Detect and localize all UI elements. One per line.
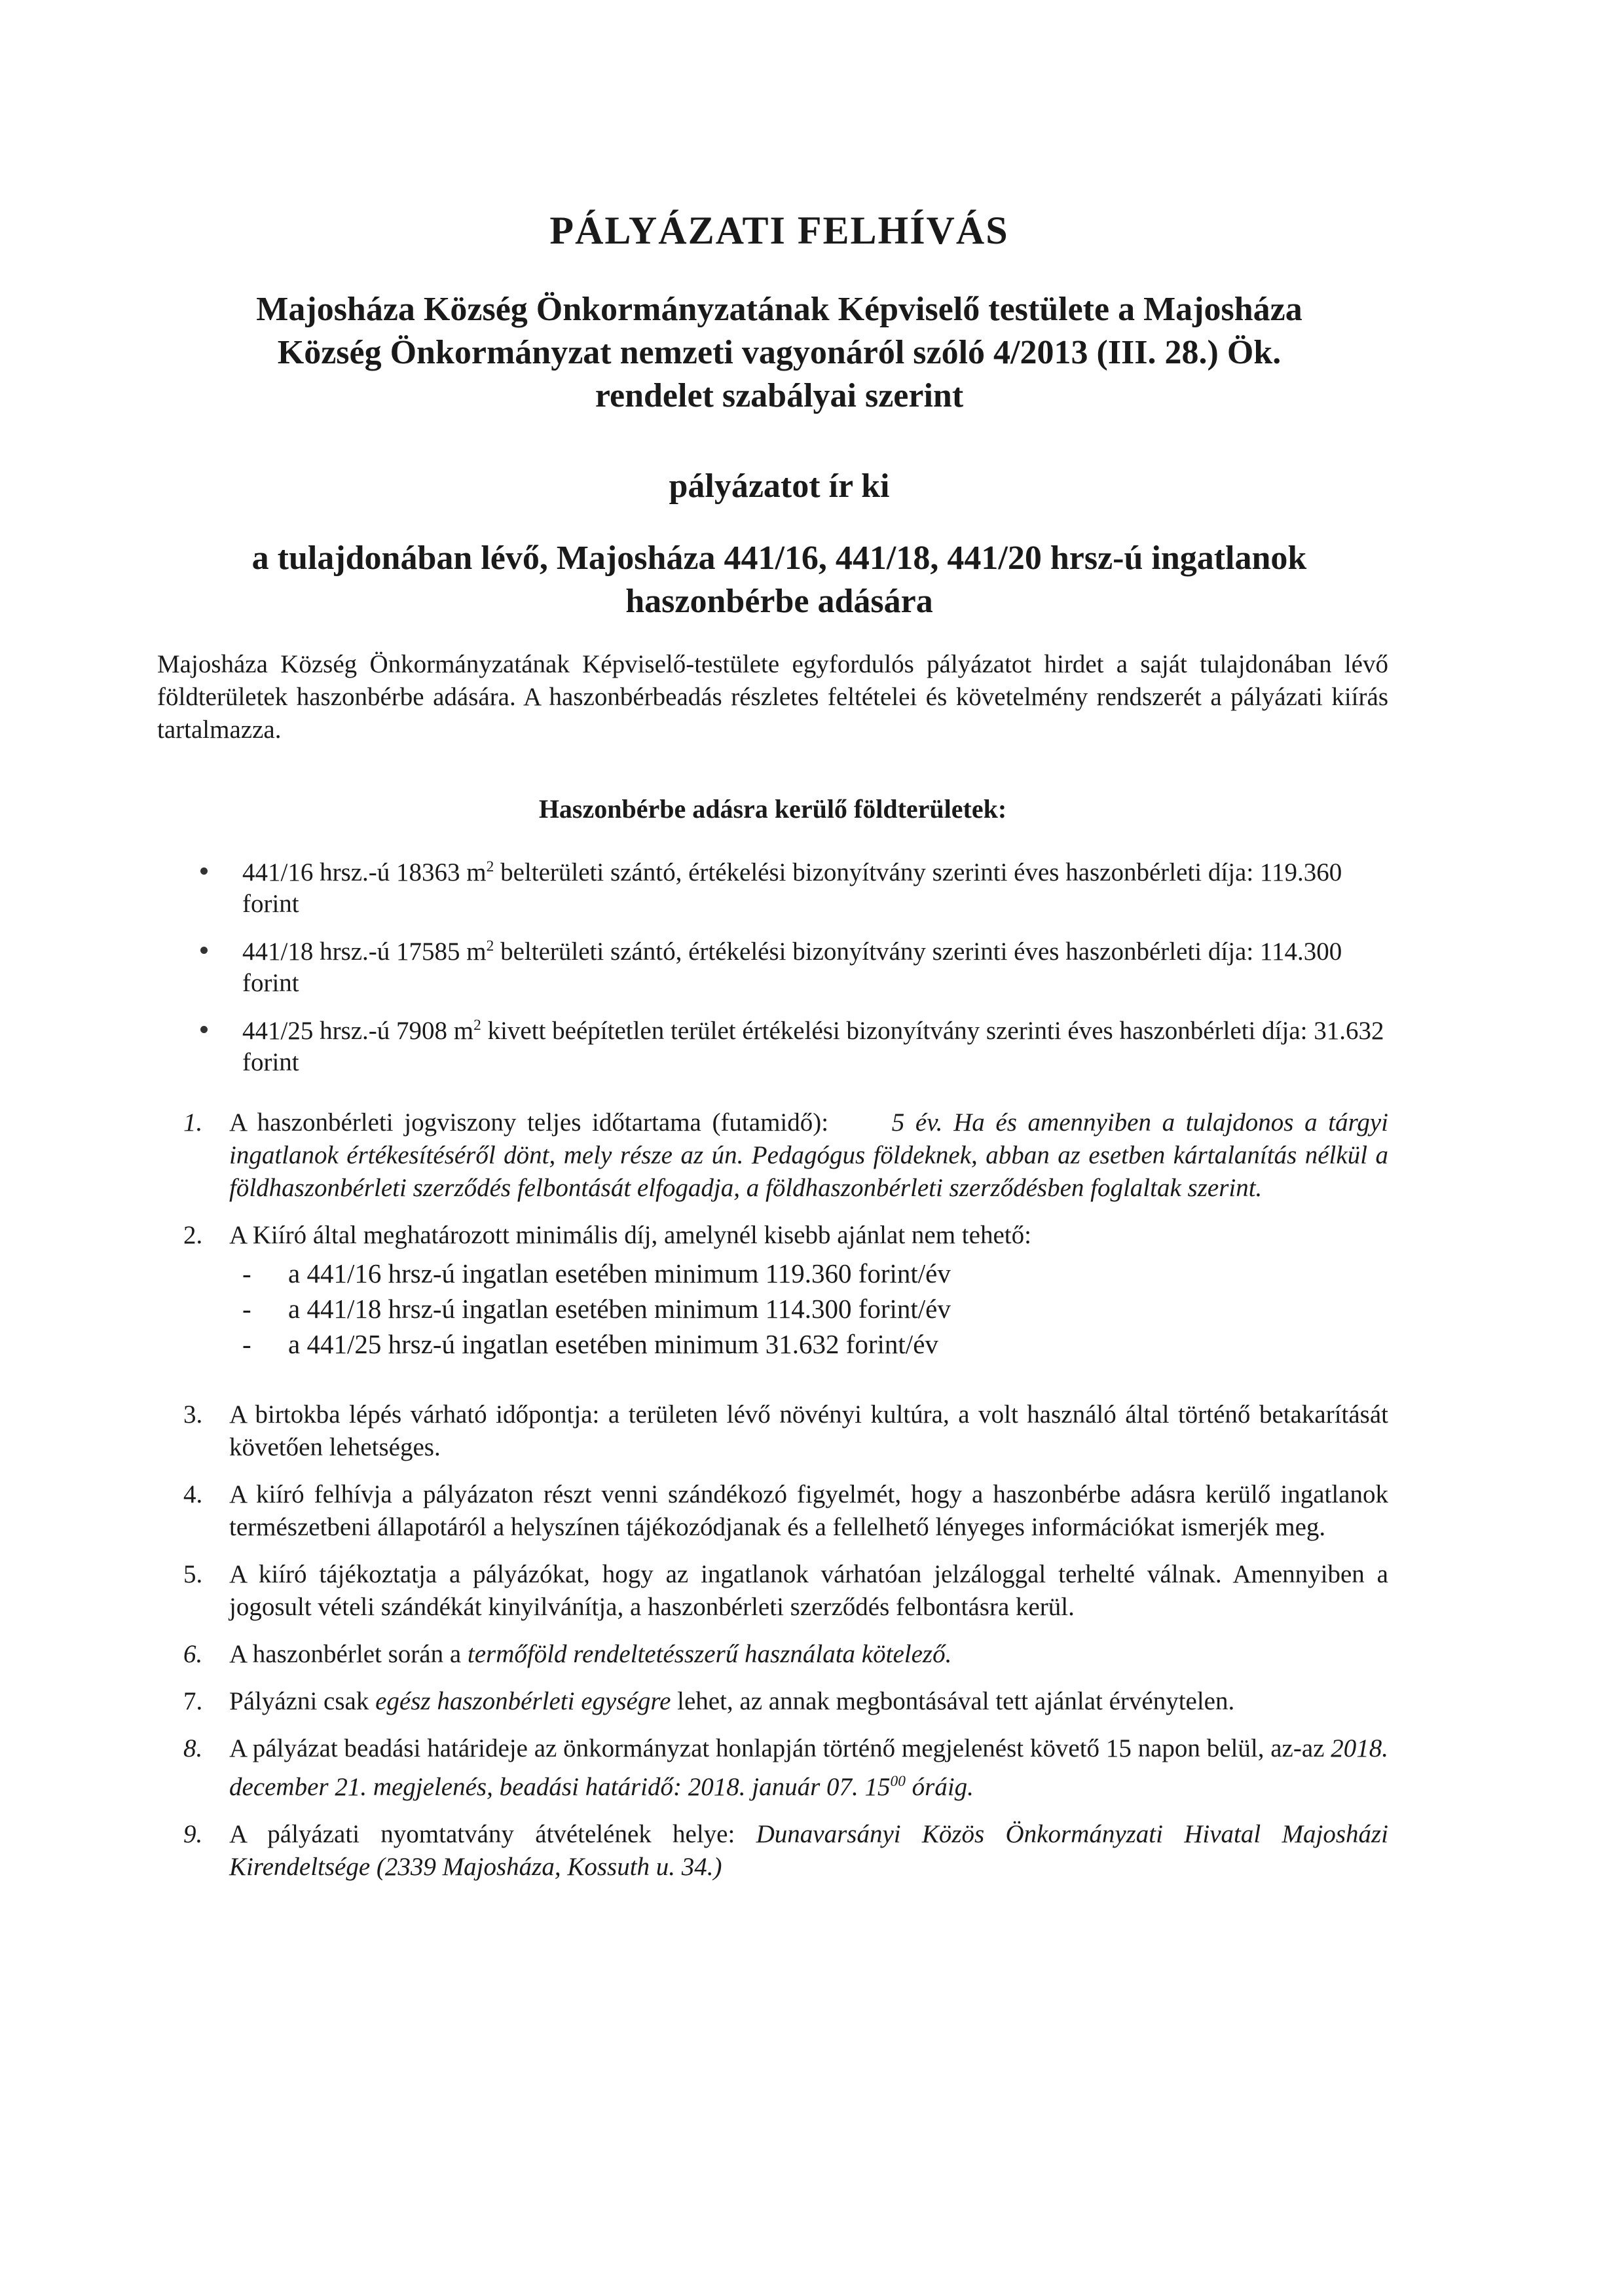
item-italic-text: egész haszonbérleti egységre (375, 1687, 671, 1715)
item-number: 5. (183, 1560, 203, 1588)
bullet-icon (196, 851, 242, 920)
time-superscript: 00 (890, 1773, 906, 1790)
condition-item-6 (183, 1638, 1388, 1671)
issuer-line-3: rendelet szabályai szerint (595, 377, 964, 414)
conditions-list (183, 1106, 1388, 1898)
item-number: 3. (183, 1400, 203, 1429)
item-text: A haszonbérlet során a (229, 1640, 468, 1668)
announcement: pályázatot ír ki (669, 467, 890, 505)
condition-item-3 (183, 1398, 1388, 1464)
item-text: A kiíró felhívja a pályázaton részt venni szándékozó figyelmét, hogy a haszonbérbe adásra kerülő ingatlanok természetbeni állapotáról a helyszínen tájékozódjanak és a fellelhető lényeges információkat ismerjék meg. (229, 1480, 1388, 1541)
parcel-item (196, 930, 1388, 999)
item-number: 8. (183, 1734, 203, 1762)
minimum-fee-row: - a 441/18 hrsz-ú ingatlan esetében minimum 114.300 forint/év (229, 1291, 1388, 1326)
parcel-text: 441/18 hrsz.-ú 17585 m (242, 938, 487, 966)
subject-line-2: haszonbérbe adására (625, 583, 933, 620)
item-italic-text: 2018. december 21. megjelenés, beadási határidő: 2018. január 07. 15 (229, 1734, 1388, 1801)
minimum-fee-row: - a 441/25 hrsz-ú ingatlan esetében minimum 31.632 forint/év (229, 1326, 1388, 1362)
parcel-item (196, 1010, 1388, 1078)
parcel-text: 441/25 hrsz.-ú 7908 m (242, 1017, 474, 1045)
item-text: A pályázat beadási határideje az önkormányzat honlapján történő megjelenést követő 15 napon belül, az-az (229, 1734, 1331, 1762)
condition-item-2 (183, 1219, 1388, 1252)
item-text: A pályázati nyomtatvány átvételének helye: (229, 1820, 756, 1848)
issuer-line-1: Majosháza Község Önkormányzatának Képviselő testülete a Majosháza (256, 291, 1302, 328)
parcel-text: 441/16 hrsz.-ú 18363 m (242, 858, 487, 886)
condition-item-1 (183, 1106, 1388, 1205)
condition-item-4 (183, 1478, 1388, 1544)
document-title: PÁLYÁZATI FELHÍVÁS (549, 209, 1009, 252)
condition-item-5 (183, 1558, 1388, 1624)
minimum-fee-list (229, 1256, 1388, 1362)
parcel-text: kivett beépítetlen terület értékelési bizonyítvány szerinti éves haszonbérleti díja: 31.632 forint (242, 1017, 1384, 1076)
item-number: 9. (183, 1820, 203, 1848)
bullet-icon (196, 1010, 242, 1078)
item-text: lehet, az annak megbontásával tett ajánlat érvénytelen. (671, 1687, 1235, 1715)
minimum-fee-text: a 441/16 hrsz-ú ingatlan esetében minimum 119.360 forint/év (288, 1258, 951, 1288)
item-text: A kiíró tájékoztatja a pályázókat, hogy az ingatlanok várhatóan jelzáloggal terhelté válnak. Amennyiben a jogosult vételi szándékát kinyilvánítja, a haszonbérleti szerződés felbontásra kerül. (229, 1560, 1388, 1621)
condition-item-8 (183, 1732, 1388, 1804)
item-text: Pályázni csak (229, 1687, 376, 1715)
unit-superscript: 2 (473, 1017, 481, 1034)
parcels-heading: Haszonbérbe adásra kerülő földterületek: (538, 794, 1007, 824)
parcel-item (196, 851, 1388, 920)
bullet-icon (196, 930, 242, 999)
item-italic-text: Ha és amennyiben a tulajdonos a tárgyi ingatlanok értékesítéséről dönt, mely része az ún. Pedagógus földeknek, abban az esetben kártalanítás nélkül a földhaszonbérleti szerződés felbontását elfogadja, a földhaszonbérleti szerződésben foglaltak szerint. (229, 1108, 1389, 1202)
condition-item-7 (183, 1685, 1388, 1718)
item-number: 7. (183, 1687, 203, 1715)
minimum-fee-text: a 441/25 hrsz-ú ingatlan esetében minimum 31.632 forint/év (288, 1329, 938, 1359)
condition-item-9 (183, 1818, 1388, 1884)
parcel-text: belterületi szántó, értékelési bizonyítvány szerinti éves haszonbérleti díja: 114.300 forint (242, 938, 1342, 997)
term-value: 5 év. (891, 1108, 943, 1137)
item-number: 4. (183, 1480, 203, 1508)
issuer-line-2: Község Önkormányzat nemzeti vagyonáról szóló 4/2013 (III. 28.) Ök. (277, 334, 1282, 371)
unit-superscript: 2 (486, 938, 494, 955)
parcel-text: belterületi szántó, értékelési bizonyítvány szerinti éves haszonbérleti díja: 119.360 forint (242, 858, 1342, 918)
item-number: 6. (183, 1640, 203, 1668)
parcel-list (196, 851, 1388, 1089)
item-text: A haszonbérleti jogviszony teljes időtartama (futamidő): (229, 1108, 829, 1137)
item-italic-text: Dunavarsányi Közös Önkormányzati Hivatal Majosházi Kirendeltsége (2339 Majosháza, Kossuth u. 34.) (229, 1820, 1389, 1881)
minimum-fee-text: a 441/18 hrsz-ú ingatlan esetében minimum 114.300 forint/év (288, 1294, 951, 1324)
item-text: A Kiíró által meghatározott minimális díj, amelynél kisebb ajánlat nem tehető: (229, 1221, 1031, 1249)
item-number: 1. (183, 1108, 203, 1137)
minimum-fee-row: - a 441/16 hrsz-ú ingatlan esetében minimum 119.360 forint/év (229, 1256, 1388, 1291)
unit-superscript: 2 (486, 858, 494, 875)
issuer-block (157, 288, 1401, 418)
item-italic-text: óráig. (905, 1773, 974, 1801)
item-text: A birtokba lépés várható időpontja: a területen lévő növényi kultúra, a volt használó által történő betakarítását követően lehetséges. (229, 1400, 1388, 1461)
subject-block (157, 537, 1401, 623)
intro-paragraph: Majosháza Község Önkormányzatának Képviselő-testülete egyfordulós pályázatot hirdet a saját tulajdonában lévő földterületek haszonbérbe adására. A haszonbérbeadás részletes feltételei és követelmény rendszerét a pályázati kiírás tartalmazza. (157, 650, 1388, 744)
subject-line-1: a tulajdonában lévő, Majosháza 441/16, 441/18, 441/20 hrsz-ú ingatlanok (251, 539, 1307, 577)
item-number: 2. (183, 1221, 203, 1249)
item-italic-text: termőföld rendeltetésszerű használata kötelező. (467, 1640, 952, 1668)
